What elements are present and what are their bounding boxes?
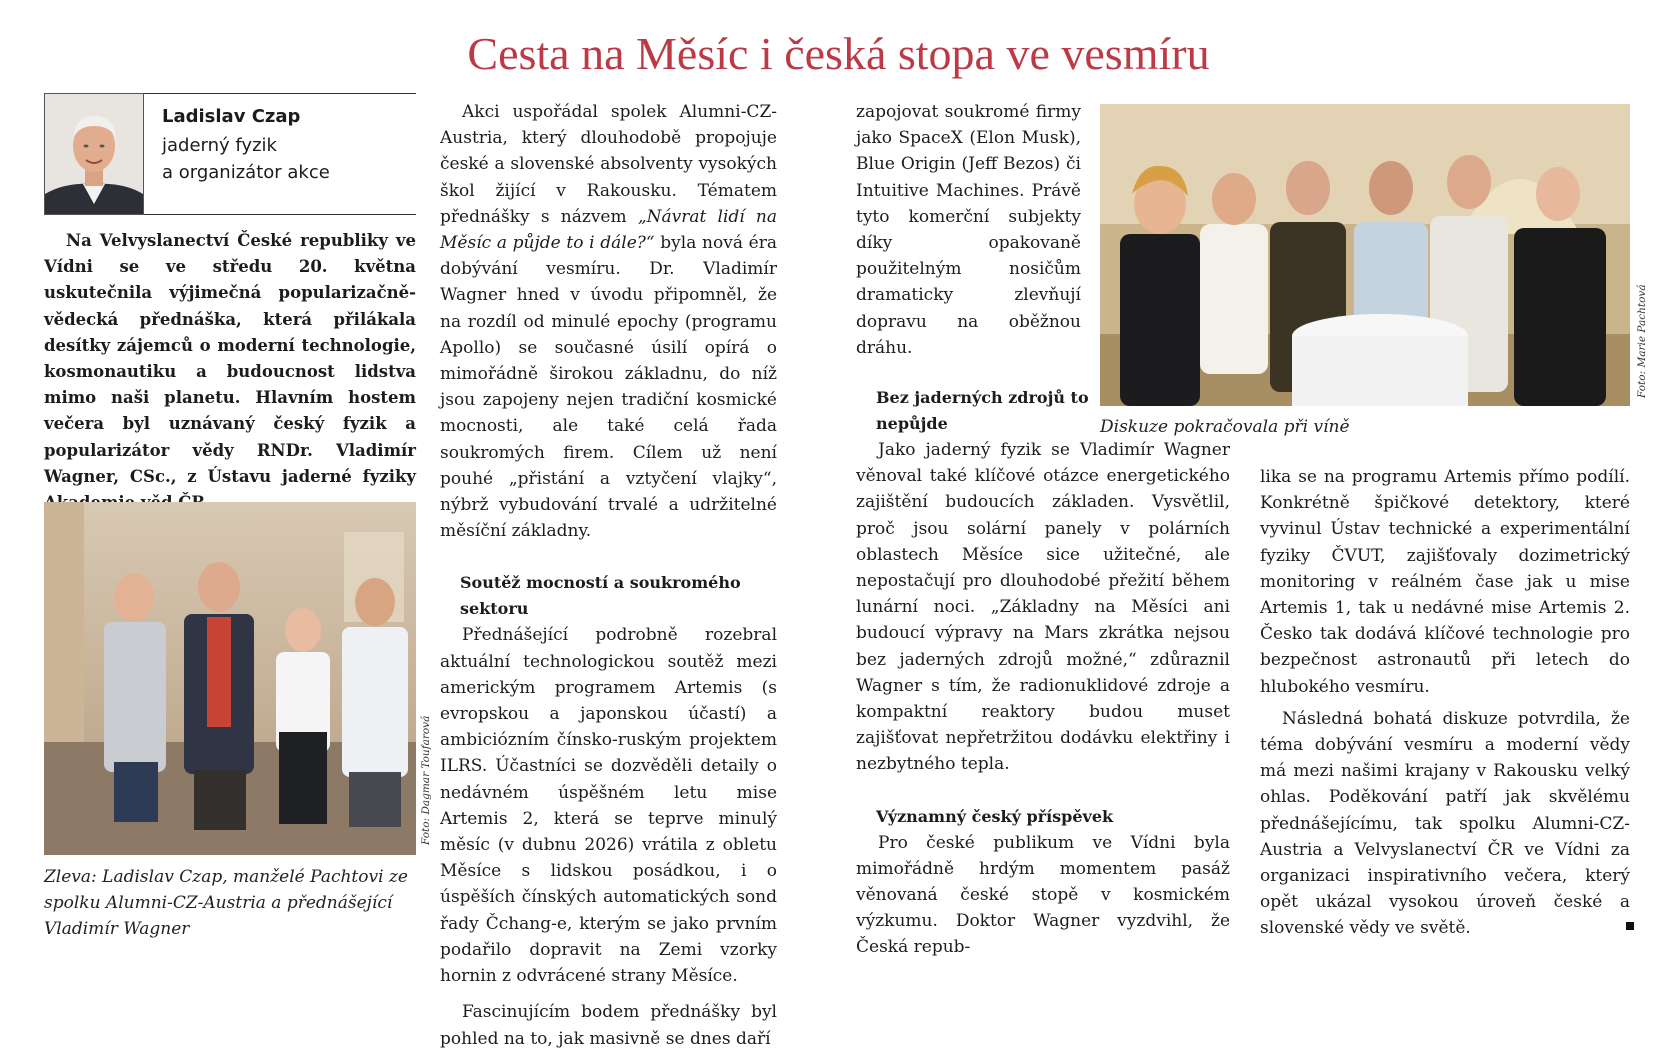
group-photo-image xyxy=(44,502,416,855)
lead-text: Na Velvyslanectví České republiky ve Vídni se ve středu 20. května uskutečnila výjimečná popularizačně-vědecká přednáška, která přilákala desítky zájemců o moderní technologie, kosmonautiku a budoucnost lidstva mimo naši planetu. Hlavním hostem večera byl uznávaný český fyzik a popularizátor vědy RNDr. Vladimír Wagner, CSc., z Ústavu jaderné fyziky xyxy=(44,231,416,486)
col3-paragraph-1: zapojovat soukromé firmy jako SpaceX (Elon Musk), Blue Origin (Jeff Bezos) či Intuitive Machines. Právě tyto komerční subjekty díky opakovaně použitelným nosičům dramaticky zlevňují dopravu na oběžnou dráhu. xyxy=(856,102,1081,358)
lead-paragraph xyxy=(44,228,416,516)
photo2-caption: Diskuze pokračovala při víně xyxy=(1100,417,1350,437)
col2-p1-after: byla nová éra dobývání vesmíru. Dr. Vladimír Wagner hned v úvodu připomněl, že na rozdíl od minulé epochy (programu Apollo) se současné úsilí opírá o mimořádně širokou základnu, do níž jsou zapojeny nejen tradiční kosmické mocnosti, ale také celá řada soukromých firem. Cílem už není pouhé „přistání a vztyčení vlajky“, nýbrž vybudování trvalé a udržitelné měsíční základny. xyxy=(440,233,777,542)
col2-heading: Soutěž mocností a soukromého sektoru xyxy=(460,573,741,619)
photo-group-four-people xyxy=(44,502,416,855)
photo-wine-discussion xyxy=(1100,104,1630,406)
col2-p1-italic: „Návrat lidí na Měsíc a půjde to i dále?“ xyxy=(440,206,777,254)
col2-paragraph-3: Fascinujícím bodem přednášky byl pohled na to, jak masivně se dnes daří xyxy=(440,1002,777,1049)
article-title: Cesta na Měsíc i česká stopa ve vesmíru xyxy=(467,28,1210,79)
column-2 xyxy=(440,99,777,1052)
author-name: Ladislav Czap xyxy=(162,106,301,127)
author-portrait xyxy=(44,93,144,215)
col4-paragraph-1: lika se na programu Artemis přímo podílí. Konkrétně špičkové detektory, které vyvinul Ústav technické a experimentální fyziky ČVUT, zajišťovaly dozimetrický monitoring v reálném čase jak u mise Artemis 1, tak u nedávné mise Artemis 2. Česko tak dodává klíčové technologie pro bezpečnost astronautů při letech do hlubokého vesmíru. xyxy=(1260,467,1630,697)
col3-heading-2: Významný český příspěvek xyxy=(876,806,1114,826)
col2-paragraph-2: Přednášející podrobně rozebral aktuální technologickou soutěž mezi americkým programem Artemis (s evropskou a japonskou účastí) a ambiciózním čínsko-ruským projektem ILRS. Účastníci se dozvěděli detaily o nedávném úspěšném letu mise Artemis 2, která se teprve minulý měsíc (v dubnu 2026) vrátila z obletu Měsíce s lidskou posádkou, i o úspěších čínských automatických sond řady Čchang-e, kterým se jako prvním podařilo dopravit na Zemi vzorky hornin z odvrácené strany Měsíce. xyxy=(440,625,777,987)
photo1-credit: Foto: Dagmar Toufarová xyxy=(420,715,432,845)
author-role-line1: jaderný fyzik xyxy=(162,135,277,156)
author-role-line2: a organizátor akce xyxy=(162,162,330,183)
column-3 xyxy=(856,99,1081,361)
photo2-credit: Foto: Marie Pachtová xyxy=(1636,284,1648,398)
col3-paragraph-3: Pro české publikum ve Vídni byla mimořádně hrdým momentem pasáž věnovaná české stopě v kosmickém výzkumu. Doktor Wagner vyzdvihl, že Česká repub- xyxy=(856,832,1230,958)
col2-p1-before: Akci uspořádal spolek Alumni-CZ-Austria, který dlouhodobě propojuje české a slovenské absolventy vysokých škol žijící v Rakousku. Tématem přednášky s názvem xyxy=(440,102,777,227)
wine-photo-image xyxy=(1100,104,1630,406)
end-of-article-mark xyxy=(1626,922,1634,930)
col4-paragraph-2: Následná bohatá diskuze potvrdila, že téma dobývání vesmíru a moderní vědy má mezi našimi krajany v Rakousku velký ohlas. Poděkování patří jak skvělému přednášejícímu, tak spolku Alumni-CZ-Austria a Velvyslanectví ČR ve Vídni za organizaci inspirativního večera, který opět ukázal vysokou úroveň české a slovenské vědy ve světě. xyxy=(1260,708,1630,939)
col3-heading-1: Bez jaderných zdrojů to nepůjde xyxy=(876,388,1089,433)
col2-paragraph-1 xyxy=(440,99,777,544)
col3-paragraph-2: Jako jaderný fyzik se Vladimír Wagner věnoval také klíčové otázce energetického zajištění budoucích základen. Vysvětlil, proč jsou solární panely v polárních oblastech Měsíce sice užitečné, ale nepostačují pro dlouhodobé přežití během lunární noci. „Základny na Měsíci ani budoucí výpravy na Mars zkrátka nejsou bez jaderných zdrojů možné,“ zdůraznil Wagner s tím, že radionuklidové zdroje a kompaktní reaktory budou muset zajišťovat nepřetržitou dodávku elektřiny i nezbytného tepla. xyxy=(856,440,1230,775)
photo1-caption: Zleva: Ladislav Czap, manželé Pachtovi ze spolku Alumni-CZ-Austria a přednášející Vladimír Wagner xyxy=(44,867,408,939)
portrait-image xyxy=(45,94,143,214)
column-3-lower xyxy=(856,385,1230,961)
column-4 xyxy=(1260,464,1630,942)
